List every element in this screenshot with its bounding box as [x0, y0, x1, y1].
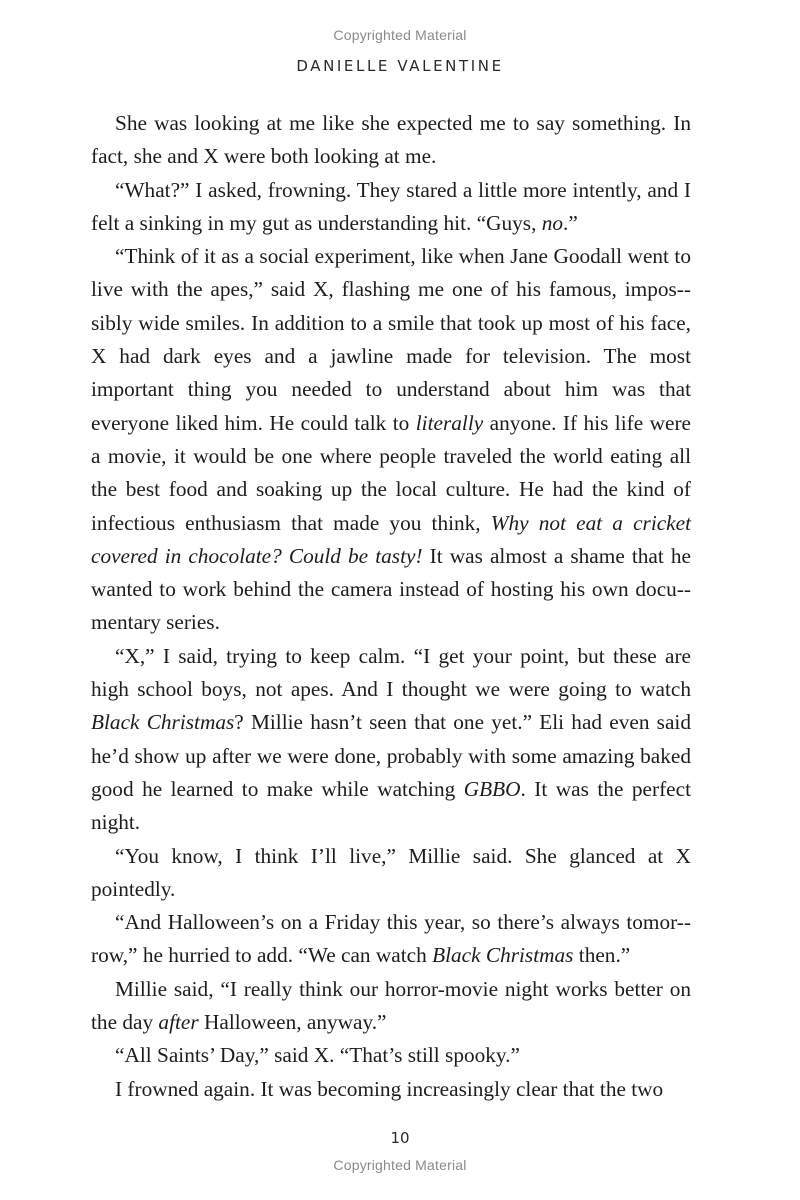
- body-text: [91, 107, 691, 1106]
- text-run: Millie said, “I really think our horror-movie night works better on the day: [91, 976, 691, 1035]
- text-run: “All Saints’ Day,” said X. “That’s still spooky.”: [115, 1043, 520, 1068]
- text-run: “You know, I think I’ll live,” Millie said. She glanced at X pointedly.: [91, 843, 691, 901]
- text-run: “Think of it as a social experiment, like when Jane Goodall went to live with the apes,” said X, flashing me one of his famous, impos-sibly wide smiles. In addition to a smile that took up most of his face, X had dark eyes and a jawline made for television. The most important thing you needed to understand about him was that everyone liked him. He could talk to: [91, 244, 691, 435]
- page-number: 10: [390, 1129, 410, 1147]
- paragraph: [91, 1073, 691, 1106]
- paragraph: [91, 107, 691, 174]
- italic-text-run: Why not eat a cricket covered in chocolate? Could be tasty!: [91, 510, 692, 568]
- paragraph: [91, 1039, 691, 1072]
- running-head-author: DANIELLE VALENTINE: [296, 57, 504, 75]
- paragraph: [91, 840, 691, 907]
- text-run: “What?” I asked, frowning. They stared a little more intently, and I felt a sinking in my gut as understanding hit. “Guys,: [91, 177, 691, 235]
- paragraph: [91, 640, 691, 840]
- text-run: then.”: [573, 943, 631, 968]
- italic-text-run: GBBO: [463, 776, 521, 801]
- italic-text-run: after: [158, 1010, 199, 1035]
- paragraph: [91, 240, 691, 640]
- paragraph: [91, 174, 691, 241]
- text-run: .”: [563, 210, 578, 235]
- italic-text-run: Black Christmas: [432, 943, 574, 968]
- text-run: . It was the perfect night.: [91, 776, 691, 835]
- text-run: It was almost a shame that he wanted to work behind the camera instead of hosting his own docu-mentary series.: [91, 543, 691, 635]
- copyright-watermark-top: Copyrighted Material: [333, 27, 467, 43]
- italic-text-run: Black Christmas: [91, 710, 235, 735]
- italic-text-run: no: [541, 210, 564, 235]
- text-run: “And Halloween’s on a Friday this year, so there’s always tomor-row,” he hurried to add. “We can watch: [91, 910, 691, 968]
- text-run: “X,” I said, trying to keep calm. “I get your point, but these are high school boys, not apes. And I thought we were going to watch: [91, 643, 691, 702]
- italic-text-run: literally: [415, 410, 484, 435]
- text-run: anyone. If his life were a movie, it would be one where people traveled the world eating all the best food and soaking up the local culture. He had the kind of infectious enthusiasm that made you think,: [91, 410, 691, 535]
- text-run: I frowned again. It was becoming increasingly clear that the two: [115, 1076, 664, 1101]
- text-run: ? Millie hasn’t seen that one yet.” Eli had even said he’d show up after we were done, probably with some amazing baked good he learned to make while watching: [91, 710, 691, 801]
- paragraph: [91, 973, 691, 1040]
- paragraph: [91, 906, 691, 973]
- copyright-watermark-bottom: Copyrighted Material: [333, 1157, 467, 1173]
- text-run: Halloween, anyway.”: [198, 1010, 387, 1035]
- text-run: She was looking at me like she expected me to say something. In fact, she and X were both looking at me.: [91, 111, 691, 169]
